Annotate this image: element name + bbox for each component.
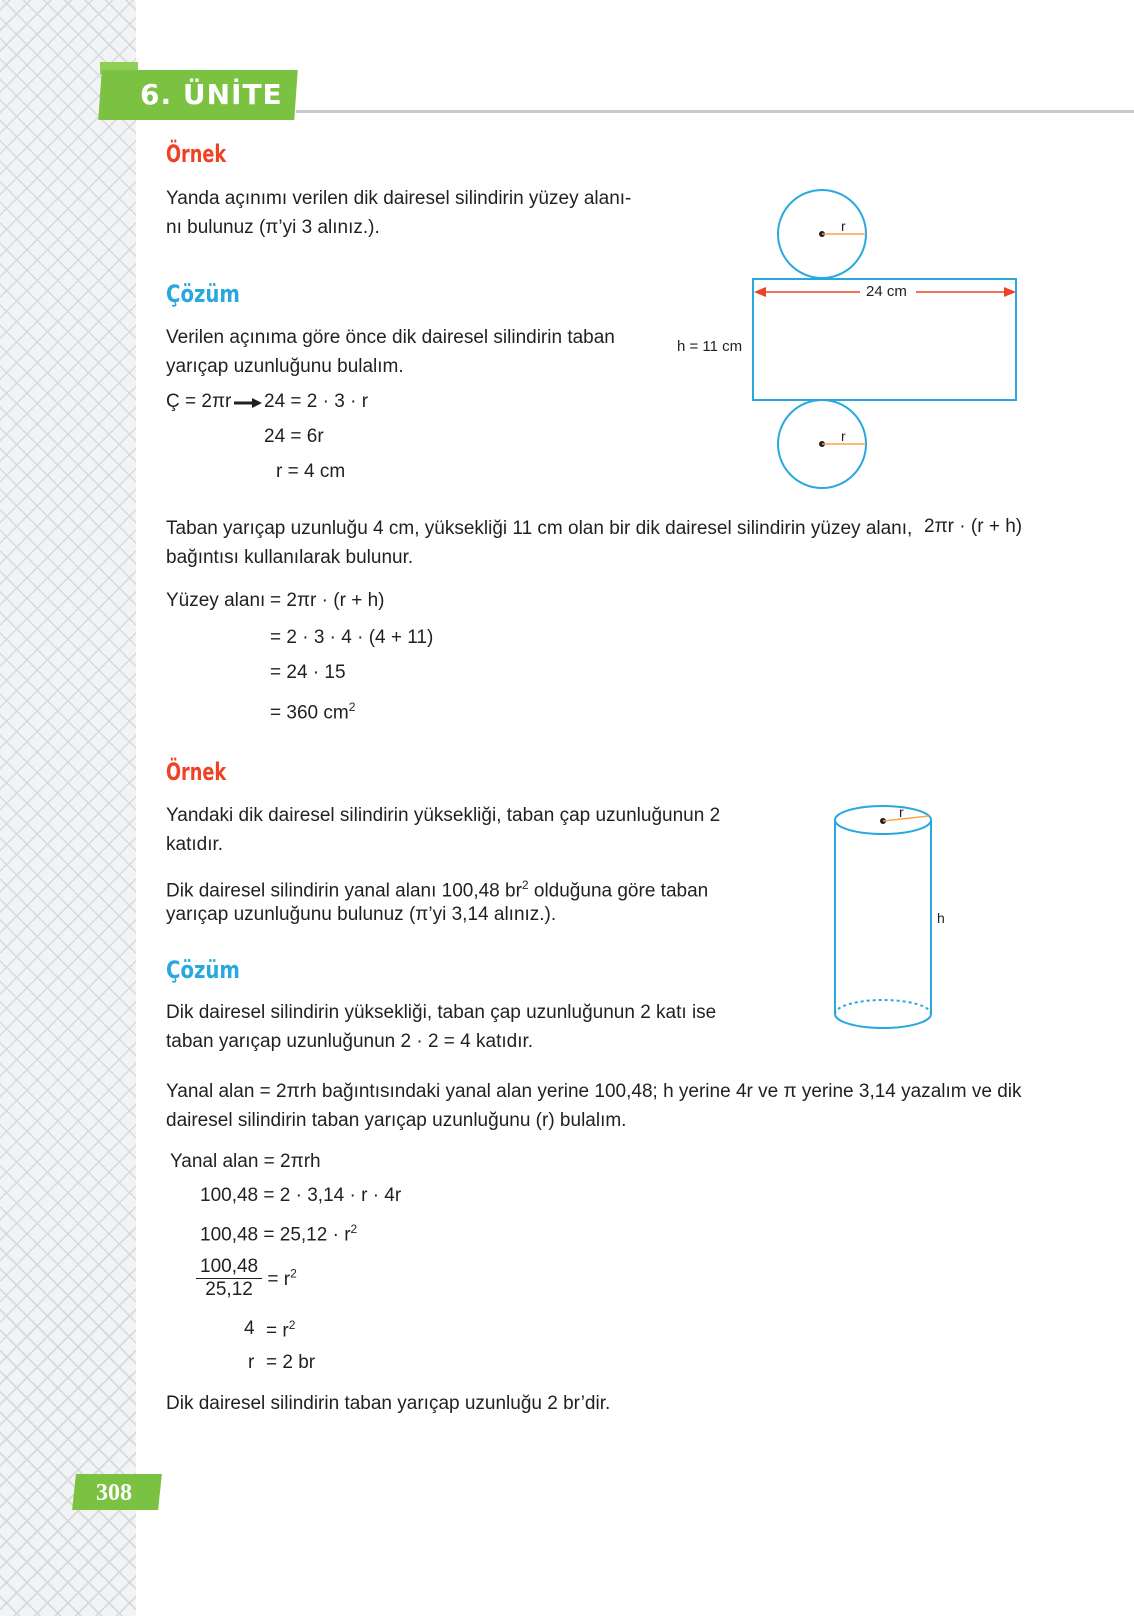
example2-eq5-right [266,1318,295,1342]
example2-eq4 [196,1256,297,1301]
side-pattern [0,0,136,1616]
example2-eq4-right-text: = r [267,1268,291,1290]
example1-eq2: 24 = 6r [264,426,324,447]
example1-para-line2: bağıntısı kullanılarak bulunur. [166,547,414,568]
fraction [196,1256,262,1301]
cylinder-net-diagram [670,170,1030,490]
example1-solution-heading: Çözüm [166,280,240,308]
page-number: 308 [96,1480,132,1506]
top-radius-label: r [841,218,846,234]
bottom-radius-label: r [841,428,846,444]
fraction-denominator: 25,12 [196,1278,262,1301]
area-step4 [270,700,355,724]
example2-eq4-right [267,1266,297,1290]
example2-eq2: 100,48 = 2 · 3,14 · r · 4r [200,1185,402,1206]
example2-eq3 [200,1222,357,1246]
example1-eq3: r = 4 cm [276,461,346,482]
fraction-numerator: 100,48 [200,1256,259,1277]
example2-eq4-sup: 2 [290,1266,297,1281]
area-step1: = 2πr · (r + h) [270,590,385,611]
header-rule [296,110,1134,113]
example2-conclusion: Dik dairesel silindirin taban yarıçap uzunluğu 2 br’dir. [166,1393,611,1414]
example2-eq1: Yanal alan = 2πrh [170,1151,321,1172]
example2-eq6-right: = 2 br [266,1352,316,1373]
implies-arrow-icon [234,397,262,409]
cylinder-bottom-back-arc [835,1000,931,1014]
cylinder-radius-label: r [899,804,904,820]
unit-title: 6. ÜNİTE [140,78,283,111]
width-arrow-left-head [754,287,766,297]
area-step4-sup: 2 [348,700,356,714]
area-step3: = 24 · 15 [270,662,346,683]
example1-sol-line2: yarıçap uzunluğunu bulalım. [166,356,404,377]
example2-sol-line2: taban yarıçap uzunluğunun 2 · 2 = 4 katıdır. [166,1031,534,1052]
width-arrow-right-head [1004,287,1016,297]
example2-text-line3-sup: 2 [521,878,529,892]
area-step2: = 2 · 3 · 4 · (4 + 11) [270,627,434,648]
example2-text-line2: katıdır. [166,834,224,855]
cylinder-radius-line [883,816,929,821]
example1-text-line1: Yanda açınımı verilen dik dairesel silindirin yüzey alanı- [166,188,632,209]
example2-eq6-left: r [248,1352,255,1373]
area-label: Yüzey alanı [166,590,266,611]
cylinder-diagram [826,796,942,1036]
example2-sol-line1: Dik dairesel silindirin yüksekliği, taban çap uzunluğunun 2 katı ise [166,1002,717,1023]
cylinder-bottom-front-arc [835,1014,931,1028]
example1-text-line2: nı bulunuz (π’yi 3 alınız.). [166,217,380,238]
example2-eq5-right-text: = r [266,1320,289,1342]
height-label: h = 11 cm [677,338,743,355]
cylinder-height-label: h [937,910,945,926]
example2-text-line3a: Dik dairesel silindirin yanal alanı 100,48 br [166,880,522,902]
example1-heading: Örnek [166,140,227,168]
example2-eq5-sup: 2 [288,1318,296,1332]
example2-para-line1: Yanal alan = 2πrh bağıntısındaki yanal alan yerine 100,48; h yerine 4r ve π yerine 3,14 yazalım ve dik [166,1081,1022,1102]
example1-para-formula: 2πr · (r + h) [924,516,1023,537]
example2-text-line4: yarıçap uzunluğunu bulunuz (π’yi 3,14 alınız.). [166,904,557,925]
area-step4-text: = 360 cm [270,702,349,724]
width-label: 24 cm [866,283,907,300]
example1-para-line1: Taban yarıçap uzunluğu 4 cm, yüksekliği 11 cm olan bir dik dairesel silindirin yüzey alanı, [166,518,913,539]
example2-solution-heading: Çözüm [166,956,240,984]
example1-eq1-right: 24 = 2 · 3 · r [264,391,369,412]
example1-eq1-left: Ç = 2πr [166,391,232,412]
example2-text-line1: Yandaki dik dairesel silindirin yüksekliği, taban çap uzunluğunun 2 [166,805,721,826]
example2-heading: Örnek [166,758,227,786]
example2-eq3-sup: 2 [350,1222,358,1236]
example2-eq5-left: 4 [244,1318,255,1339]
example2-text-line3b: olduğuna göre taban [528,880,709,902]
example1-sol-line1: Verilen açınıma göre önce dik dairesel silindirin taban [166,327,615,348]
example2-eq3-text: 100,48 = 25,12 · r [200,1224,351,1246]
example2-para-line2: dairesel silindirin taban yarıçap uzunluğunu (r) bulalım. [166,1110,627,1131]
